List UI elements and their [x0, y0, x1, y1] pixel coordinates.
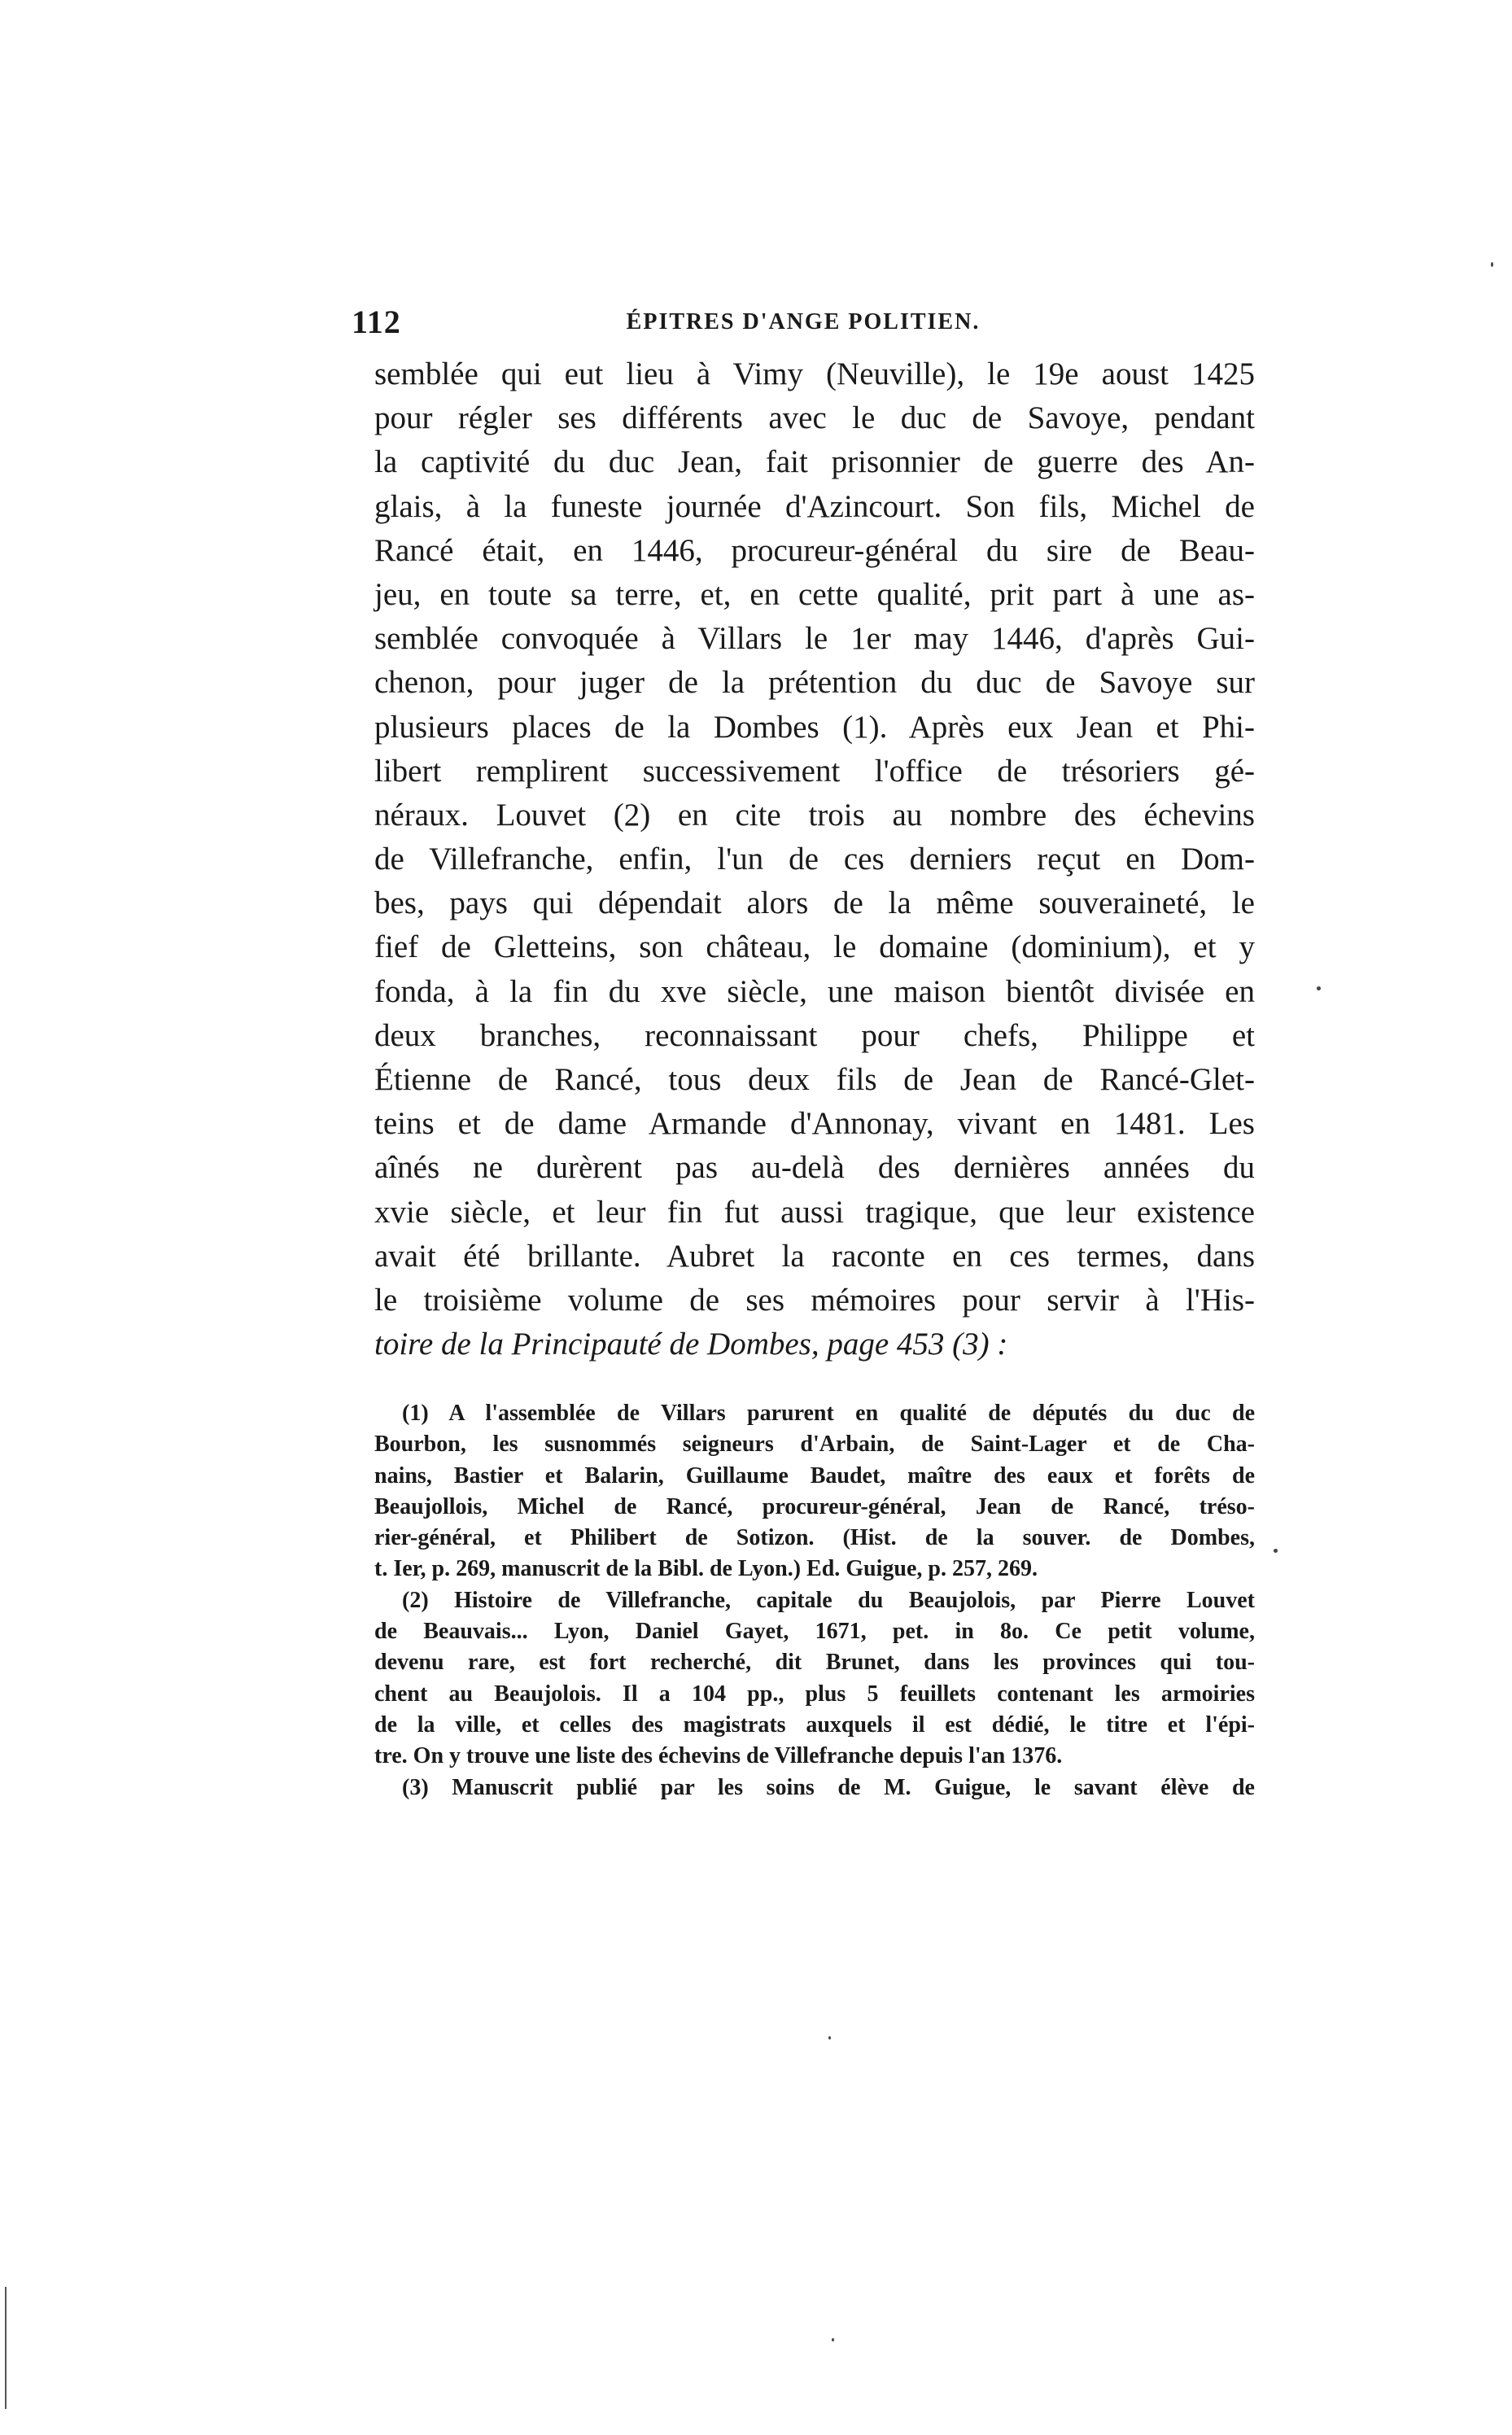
body-line: avait été brillante. Aubret la raconte en ces termes, dans — [374, 1238, 1255, 1274]
body-line: fonda, à la fin du xve siècle, une maison bientôt divisée en — [374, 973, 1255, 1009]
body-line: toire de la Principauté de Dombes, page 453 (3) : — [374, 1327, 1008, 1362]
scan-edge-line — [5, 2287, 7, 2409]
running-title: ÉPITRES D'ANGE POLITIEN. — [626, 309, 981, 334]
footnote-line: chent au Beaujolois. Il a 104 pp., plus 5 feuillets contenant les armoiries — [374, 1681, 1255, 1707]
body-line: aînés ne durèrent pas au-delà des dernières années du — [374, 1150, 1255, 1186]
footnote-line: Beaujollois, Michel de Rancé, procureur-général, Jean de Rancé, tréso- — [374, 1493, 1255, 1519]
scan-speck — [832, 2338, 834, 2341]
footnotes — [374, 1398, 1255, 1803]
page-header — [352, 303, 1255, 352]
footnote-line: de Beauvais... Lyon, Daniel Gayet, 1671, pet. in 8o. Ce petit volume, — [374, 1619, 1255, 1645]
body-line: glais, à la funeste journée d'Azincourt. Son fils, Michel de — [374, 488, 1255, 524]
footnote-line: nains, Bastier et Balarin, Guillaume Baudet, maître des eaux et forêts de — [374, 1462, 1255, 1489]
scan-speck — [1317, 986, 1321, 990]
footnote-line: de la ville, et celles des magistrats auxquels il est dédié, le titre et l'épi- — [374, 1711, 1255, 1738]
body-line: Rancé était, en 1446, procureur-général du sire de Beau- — [374, 532, 1255, 568]
body-line: jeu, en toute sa terre, et, en cette qualité, prit part à une as- — [374, 576, 1255, 612]
body-line: néraux. Louvet (2) en cite trois au nombre des échevins — [374, 797, 1255, 833]
footnote-line: rier-général, et Philibert de Sotizon. (Hist. de la souver. de Dombes, — [374, 1525, 1255, 1551]
body-line: xvie siècle, et leur fin fut aussi tragique, que leur existence — [374, 1194, 1255, 1230]
body-line: deux branches, reconnaissant pour chefs, Philippe et — [374, 1017, 1255, 1053]
scan-speck — [1274, 1549, 1278, 1553]
footnote-line: t. Ier, p. 269, manuscrit de la Bibl. de Lyon.) Ed. Guigue, p. 257, 269. — [374, 1556, 1038, 1582]
body-line: de Villefranche, enfin, l'un de ces derniers reçut en Dom- — [374, 842, 1255, 877]
body-line: bes, pays qui dépendait alors de la même souveraineté, le — [374, 885, 1255, 921]
page-number: 112 — [352, 304, 401, 340]
scan-speck — [828, 2036, 831, 2039]
body-line: libert remplirent successivement l'office de trésoriers gé- — [374, 753, 1255, 789]
body-text — [374, 352, 1255, 1366]
body-line: chenon, pour juger de la prétention du duc de Savoye sur — [374, 665, 1255, 701]
footnote-line: devenu rare, est fort recherché, dit Brunet, dans les provinces qui tou- — [374, 1650, 1255, 1676]
body-line: teins et de dame Armande d'Annonay, vivant en 1481. Les — [374, 1106, 1255, 1142]
body-line: fief de Gletteins, son château, le domaine (dominium), et y — [374, 929, 1255, 965]
footnote-line: tre. On y trouve une liste des échevins de Villefranche depuis l'an 1376. — [374, 1743, 1063, 1769]
body-line: pour régler ses différents avec le duc de Savoye, pendant — [374, 400, 1255, 436]
footnote-line: (3) Manuscrit publié par les soins de M. Guigue, le savant élève de — [402, 1774, 1255, 1800]
scan-speck — [1491, 262, 1493, 267]
body-line: la captivité du duc Jean, fait prisonnier de guerre des An- — [374, 444, 1255, 480]
body-line: plusieurs places de la Dombes (1). Après eux Jean et Phi- — [374, 709, 1255, 745]
body-line: semblée qui eut lieu à Vimy (Neuville), le 19e aoust 1425 — [374, 356, 1255, 391]
body-line: le troisième volume de ses mémoires pour servir à l'His- — [374, 1282, 1255, 1318]
body-line: Étienne de Rancé, tous deux fils de Jean de Rancé-Glet- — [374, 1062, 1255, 1097]
body-line: semblée convoquée à Villars le 1er may 1446, d'après Gui- — [374, 621, 1255, 657]
footnote-line: (1) A l'assemblée de Villars parurent en qualité de députés du duc de — [402, 1401, 1255, 1426]
footnote-line: (2) Histoire de Villefranche, capitale du Beaujolois, par Pierre Louvet — [402, 1587, 1255, 1613]
footnote-line: Bourbon, les susnommés seigneurs d'Arbain, de Saint-Lager et de Cha- — [374, 1432, 1255, 1458]
